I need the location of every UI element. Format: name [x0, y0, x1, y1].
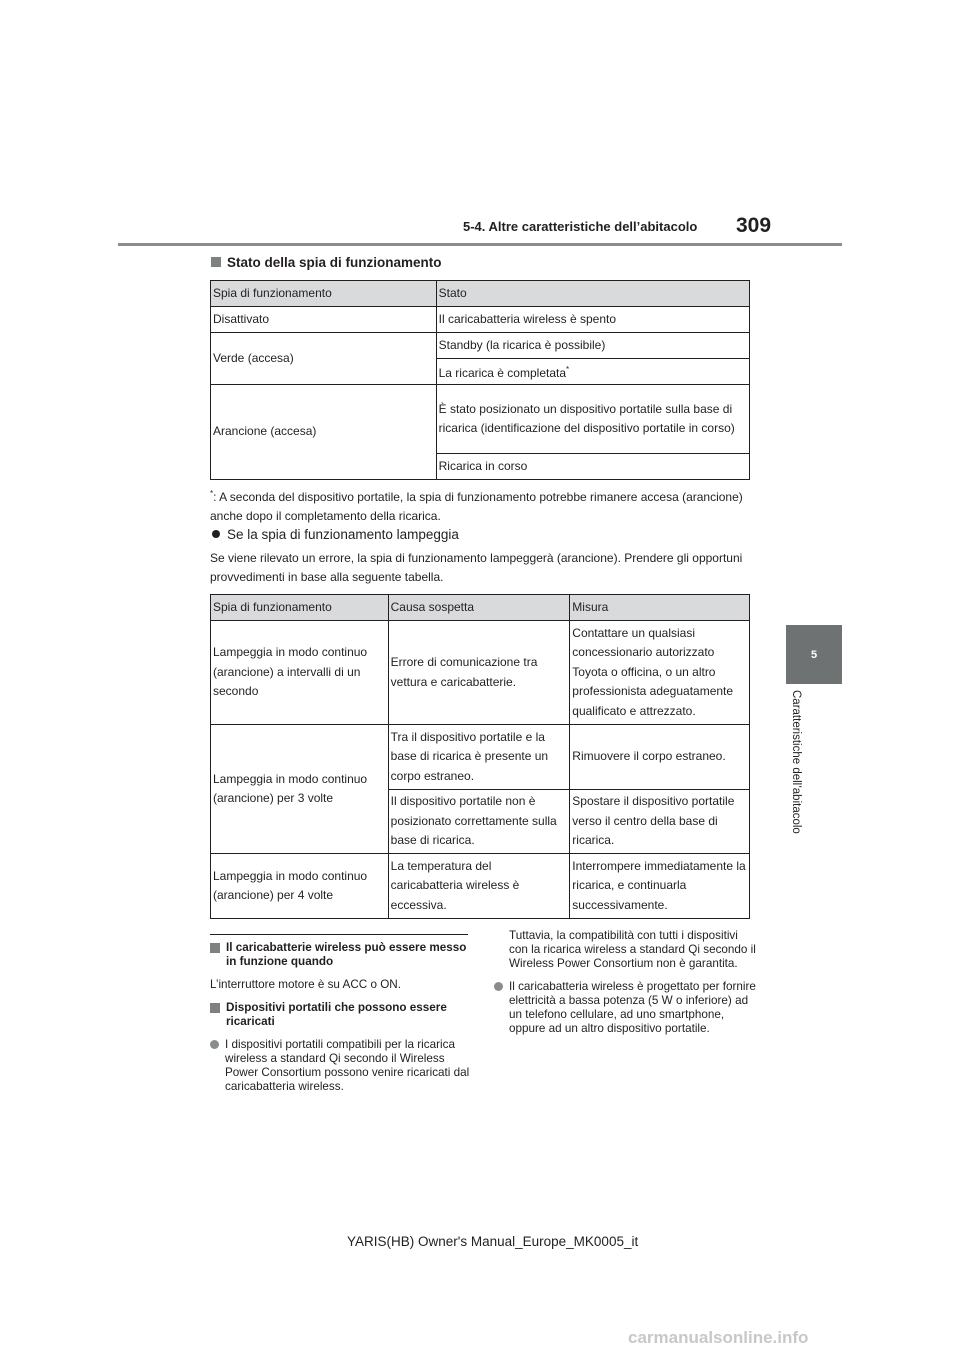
note-heading-text: Dispositivi portatili che possono essere ricaricati [226, 1001, 447, 1028]
note-paragraph: L’interruttore motore è su ACC o ON. [210, 978, 401, 991]
table-cell: Lampeggia in modo continuo (arancione) a intervalli di un secondo [211, 621, 389, 725]
table-cell: Ricarica in corso [436, 454, 749, 480]
table-cell: Spostare il dispositivo portatile verso il centro della base di ricarica. [570, 790, 750, 854]
note-heading-text: Il caricabatterie wireless può essere messo in funzione quando [226, 941, 467, 968]
troubleshooting-table [210, 594, 750, 919]
chapter-tab [786, 625, 842, 684]
bullet-dot-icon [210, 1040, 219, 1049]
table-cell [436, 359, 749, 385]
table-cell: Rimuovere il corpo estraneo. [570, 725, 750, 790]
footnote-text: : A seconda del dispositivo portatile, la spia di funzionamento potrebbe rimanere accesa (arancione) anche dopo il completamento della ricarica. [210, 490, 743, 523]
section-heading-status [211, 255, 442, 270]
table-cell: Il caricabatteria wireless è spento [436, 307, 749, 333]
running-header: 5-4. Altre caratteristiche dell’abitacolo [463, 219, 698, 234]
footnote [210, 484, 750, 526]
footnote-marker: * [210, 489, 214, 498]
table-header: Spia di funzionamento [211, 281, 437, 307]
notes-right-column [494, 929, 756, 1045]
notes-divider [210, 934, 468, 935]
chapter-label: Caratteristiche dell’abitacolo [790, 690, 802, 834]
table-header: Misura [570, 595, 750, 621]
note-heading [210, 941, 472, 969]
notes-left-column [210, 941, 472, 1103]
table-cell: Lampeggia in modo continuo (arancione) per 3 volte [211, 725, 389, 854]
table-cell: È stato posizionato un dispositivo portatile sulla base di ricarica (identificazione del dispositivo portatile in corso) [436, 385, 749, 454]
table-cell: Contattare un qualsiasi concessionario autorizzato Toyota o officina, o un altro professionista adeguatamente qualificato e attrezzato. [570, 621, 750, 725]
page-footer: YARIS(HB) Owner's Manual_Europe_MK0005_it [347, 1234, 639, 1249]
chapter-number: 5 [810, 648, 818, 661]
table-cell: Tra il dispositivo portatile e la base di ricarica è presente un corpo estraneo. [388, 725, 570, 790]
table-cell: Arancione (accesa) [211, 385, 437, 480]
table-header: Stato [436, 281, 749, 307]
bullet-dot-icon [494, 982, 503, 991]
bullet-dot-icon [212, 530, 220, 538]
note-bullet [210, 1038, 472, 1094]
square-bullet-icon [210, 943, 220, 953]
chapter-label-wrap [786, 690, 806, 875]
table-cell: Il dispositivo portatile non è posizionato correttamente sulla base di ricarica. [388, 790, 570, 854]
table-header: Spia di funzionamento [211, 595, 389, 621]
table-cell: Verde (accesa) [211, 333, 437, 385]
status-table [210, 280, 750, 480]
note-heading [210, 1001, 472, 1029]
table-cell: Disattivato [211, 307, 437, 333]
subsection-heading-blinking [212, 527, 459, 542]
table-cell: La temperatura del caricabatteria wireless è eccessiva. [388, 854, 570, 919]
note-bullet-text: I dispositivi portatili compatibili per la ricarica wireless a standard Qi secondo il Wireless Power Consortium possono venire ricaricati dal caricabatteria wireless. [225, 1038, 470, 1093]
page-number: 309 [736, 214, 772, 237]
watermark: carmanualsonline.info [628, 1328, 809, 1347]
footnote-mark: * [566, 364, 570, 374]
cell-text: La ricarica è completata [438, 365, 567, 380]
header-rule [118, 243, 842, 246]
table-header: Causa sospetta [388, 595, 570, 621]
square-bullet-icon [210, 1003, 220, 1013]
table-cell: Lampeggia in modo continuo (arancione) per 4 volte [211, 854, 389, 919]
table-cell: Standby (la ricarica è possibile) [436, 333, 749, 359]
note-bullet-text: Il caricabatteria wireless è progettato per fornire elettricità a bassa potenza (5 W o inferiore) ad un telefono cellulare, ad uno smartphone, oppure ad un altro dispositivo portatile. [509, 980, 756, 1035]
table-cell: Interrompere immediatamente la ricarica, e continuarla successivamente. [570, 854, 750, 919]
table-cell: Errore di comunicazione tra vettura e caricabatterie. [388, 621, 570, 725]
square-bullet-icon [211, 257, 221, 267]
section-title: Stato della spia di funzionamento [227, 255, 442, 270]
intro-paragraph: Se viene rilevato un errore, la spia di funzionamento lampeggerà (arancione). Prendere gli opportuni provvedimenti in base alla seguente tabella. [210, 551, 743, 584]
subsection-title: Se la spia di funzionamento lampeggia [227, 527, 459, 542]
note-continuation: Tuttavia, la compatibilità con tutti i dispositivi con la ricarica wireless a standard Qi secondo il Wireless Power Consortium non è garantita. [509, 929, 756, 970]
note-bullet [494, 980, 756, 1036]
